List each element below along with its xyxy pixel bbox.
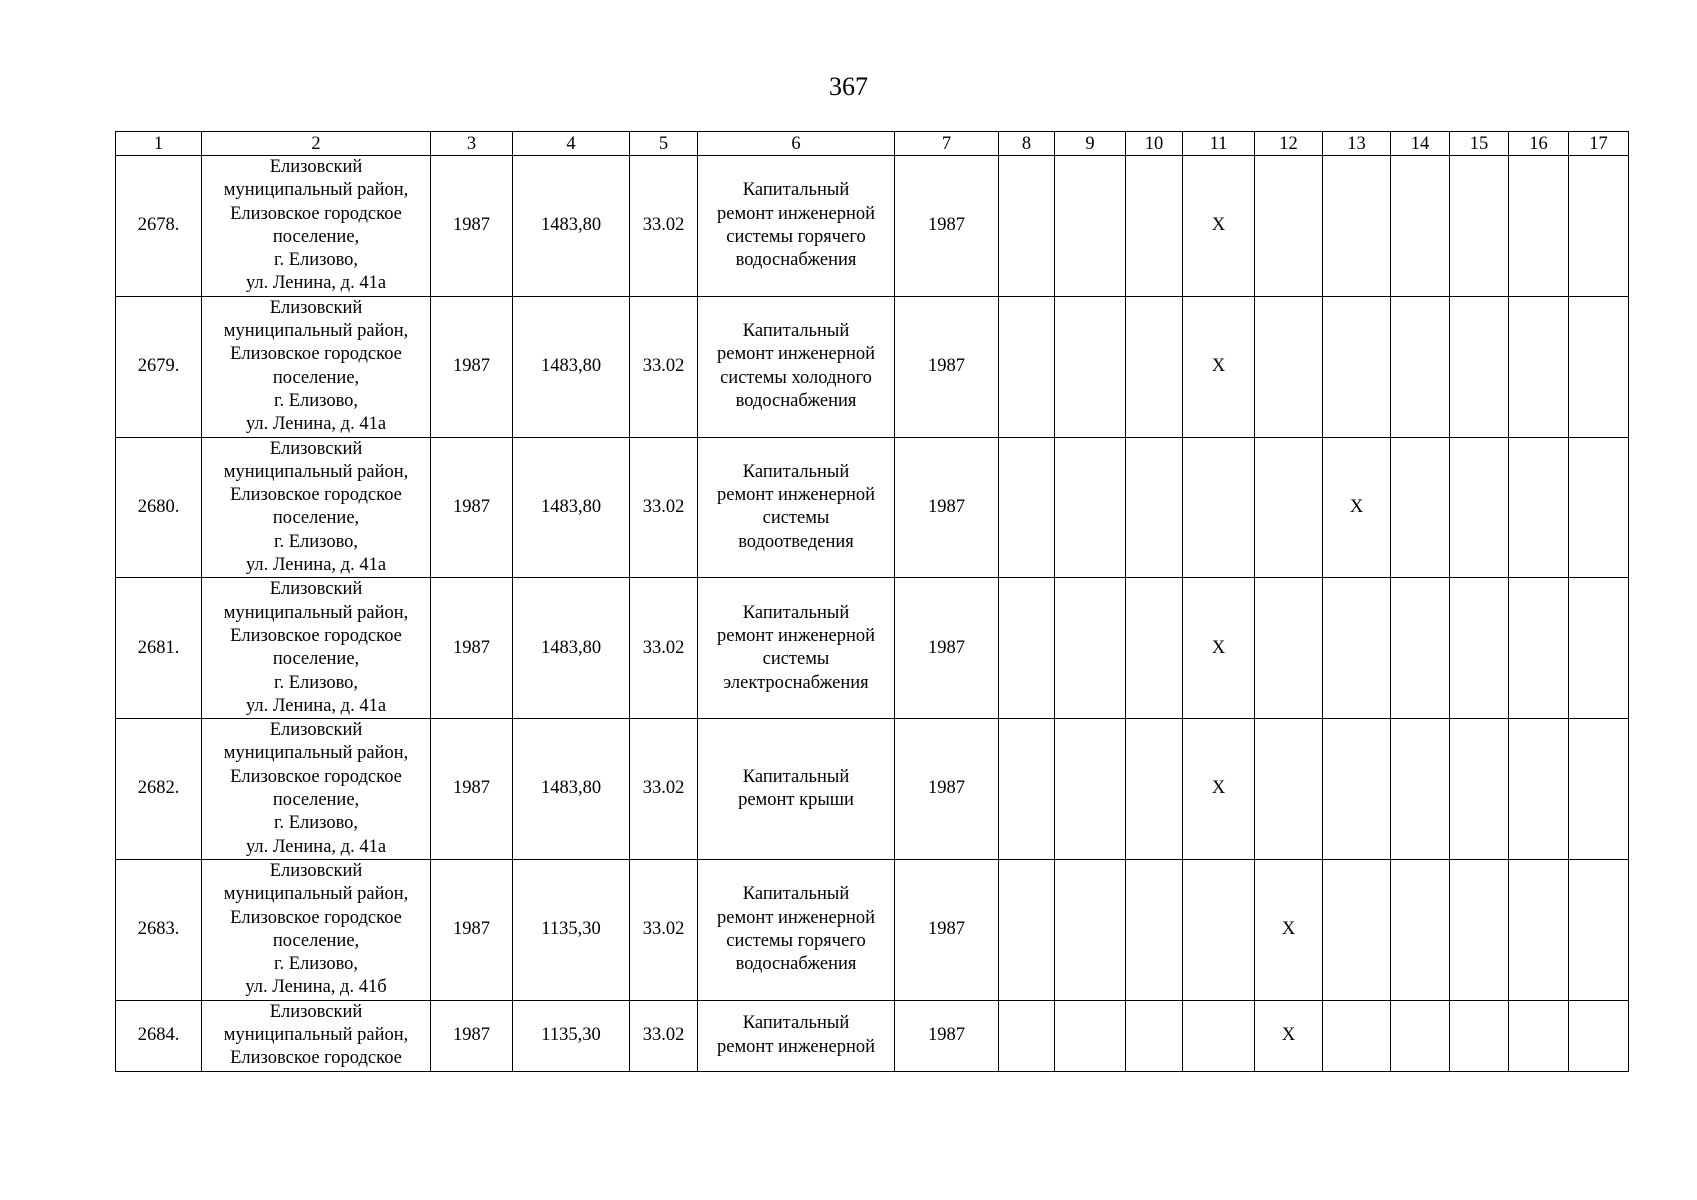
period-mark-col-15: [1450, 578, 1509, 719]
work-type-line: водоснабжения: [735, 250, 857, 271]
address-cell: [202, 859, 431, 1000]
address-line: Елизовский: [269, 579, 363, 600]
period-mark-col-9: [1055, 437, 1126, 578]
address-line: ул. Ленина, д. 41а: [245, 836, 387, 857]
address-line: Елизовское городское: [230, 907, 402, 928]
address-line: Елизовский: [269, 157, 363, 177]
address-line: г. Елизово,: [273, 250, 359, 271]
address-line: муниципальный район,: [223, 743, 409, 764]
period-mark-col-16: [1509, 437, 1569, 578]
work-type-line: Капитальный: [742, 180, 850, 201]
table-row: [116, 578, 1629, 719]
page-number: 367: [829, 72, 868, 101]
code-cell: 33.02: [630, 296, 698, 437]
work-type-line: Капитальный: [742, 1013, 850, 1034]
period-mark-col-8: [999, 859, 1055, 1000]
address-line: ул. Ленина, д. 41б: [245, 977, 387, 998]
period-mark-col-15: [1450, 296, 1509, 437]
commission-year: 1987: [431, 719, 513, 860]
work-type-line: Капитальный: [742, 321, 850, 342]
period-mark-col-15: [1450, 156, 1509, 297]
period-mark-col-17: [1569, 578, 1629, 719]
commission-year: 1987: [431, 859, 513, 1000]
period-mark-col-8: [999, 719, 1055, 860]
column-header-4: 4: [513, 132, 630, 156]
work-type-line: ремонт инженерной: [717, 203, 875, 224]
period-mark-col-16: [1509, 156, 1569, 297]
address-line: Елизовский: [269, 297, 363, 318]
period-mark-col-12: [1255, 296, 1323, 437]
period-mark-col-9: [1055, 1000, 1126, 1071]
address-line: муниципальный район,: [223, 461, 409, 482]
column-header-5: 5: [630, 132, 698, 156]
period-mark-col-16: [1509, 296, 1569, 437]
column-header-7: 7: [895, 132, 999, 156]
table-row: [116, 719, 1629, 860]
period-mark-col-9: [1055, 578, 1126, 719]
last-repair-year: 1987: [895, 156, 999, 297]
repair-schedule-table: [115, 131, 1629, 1072]
address-line: поселение,: [272, 930, 360, 951]
period-mark-col-8: [999, 296, 1055, 437]
period-mark-col-8: [999, 437, 1055, 578]
address-line: Елизовское городское: [230, 485, 402, 506]
address-line: ул. Ленина, д. 41а: [245, 414, 387, 435]
period-mark-col-17: [1569, 437, 1629, 578]
work-type-cell: [698, 156, 895, 297]
period-mark-col-14: [1391, 719, 1450, 860]
address-line: муниципальный район,: [223, 180, 409, 201]
period-mark-col-17: [1569, 719, 1629, 860]
work-type-line: ремонт крыши: [738, 790, 854, 811]
code-cell: 33.02: [630, 1000, 698, 1071]
period-mark-col-16: [1509, 859, 1569, 1000]
total-area: 1483,80: [513, 719, 630, 860]
period-mark-col-10: [1126, 296, 1183, 437]
last-repair-year: 1987: [895, 719, 999, 860]
work-type-line: системы холодного: [720, 367, 872, 388]
commission-year: 1987: [431, 578, 513, 719]
last-repair-year: 1987: [895, 578, 999, 719]
period-mark-col-12: [1255, 156, 1323, 297]
work-type-line: системы горячего: [726, 930, 866, 951]
work-type-line: водоотведения: [738, 531, 854, 552]
address-cell: [202, 719, 431, 860]
table-row: [116, 437, 1629, 578]
period-mark-col-10: [1126, 437, 1183, 578]
address-line: г. Елизово,: [273, 954, 359, 975]
address-line: Елизовское городское: [230, 766, 402, 787]
address-line: Елизовское городское: [230, 1048, 402, 1069]
code-cell: 33.02: [630, 859, 698, 1000]
commission-year: 1987: [431, 296, 513, 437]
column-header-13: 13: [1323, 132, 1391, 156]
period-mark-col-9: [1055, 296, 1126, 437]
period-mark-col-15: [1450, 859, 1509, 1000]
period-mark-col-17: [1569, 1000, 1629, 1071]
period-mark-col-9: [1055, 719, 1126, 860]
address-line: поселение,: [272, 649, 360, 670]
commission-year: 1987: [431, 156, 513, 297]
period-mark-col-17: [1569, 296, 1629, 437]
period-mark-col-15: [1450, 437, 1509, 578]
column-header-17: 17: [1569, 132, 1629, 156]
period-mark-col-10: [1126, 1000, 1183, 1071]
address-line: муниципальный район,: [223, 1024, 409, 1045]
address-line: г. Елизово,: [273, 390, 359, 411]
work-type-cell: [698, 1000, 895, 1071]
period-mark-col-13: [1323, 859, 1391, 1000]
last-repair-year: 1987: [895, 859, 999, 1000]
period-mark-col-12: [1255, 719, 1323, 860]
period-mark-col-13: X: [1323, 437, 1391, 578]
work-type-line: ремонт инженерной: [717, 1036, 875, 1057]
period-mark-col-13: [1323, 1000, 1391, 1071]
address-line: Елизовское городское: [230, 344, 402, 365]
total-area: 1483,80: [513, 156, 630, 297]
table-row: [116, 1000, 1629, 1071]
period-mark-col-14: [1391, 859, 1450, 1000]
column-header-9: 9: [1055, 132, 1126, 156]
work-type-line: водоснабжения: [735, 954, 857, 975]
address-cell: [202, 296, 431, 437]
work-type-line: ремонт инженерной: [717, 907, 875, 928]
code-cell: 33.02: [630, 437, 698, 578]
column-header-1: 1: [116, 132, 202, 156]
last-repair-year: 1987: [895, 1000, 999, 1071]
column-header-2: 2: [202, 132, 431, 156]
work-type-line: ремонт инженерной: [717, 485, 875, 506]
work-type-cell: [698, 859, 895, 1000]
column-header-14: 14: [1391, 132, 1450, 156]
work-type-line: Капитальный: [742, 602, 850, 623]
table-body: [116, 156, 1629, 1072]
period-mark-col-15: [1450, 1000, 1509, 1071]
total-area: 1135,30: [513, 859, 630, 1000]
period-mark-col-16: [1509, 719, 1569, 860]
period-mark-col-10: [1126, 578, 1183, 719]
period-mark-col-12: [1255, 578, 1323, 719]
address-line: Елизовский: [269, 1001, 363, 1022]
work-type-line: электроснабжения: [723, 672, 869, 693]
period-mark-col-10: [1126, 719, 1183, 860]
period-mark-col-8: [999, 1000, 1055, 1071]
work-type-line: ремонт инженерной: [717, 625, 875, 646]
period-mark-col-17: [1569, 156, 1629, 297]
address-line: поселение,: [272, 790, 360, 811]
work-type-cell: [698, 296, 895, 437]
work-type-line: Капитальный: [742, 461, 850, 482]
period-mark-col-11: X: [1183, 578, 1255, 719]
period-mark-col-11: [1183, 859, 1255, 1000]
total-area: 1483,80: [513, 296, 630, 437]
commission-year: 1987: [431, 1000, 513, 1071]
period-mark-col-11: X: [1183, 156, 1255, 297]
period-mark-col-12: X: [1255, 1000, 1323, 1071]
column-header-6: 6: [698, 132, 895, 156]
address-line: Елизовский: [269, 720, 363, 741]
code-cell: 33.02: [630, 578, 698, 719]
total-area: 1135,30: [513, 1000, 630, 1071]
address-line: ул. Ленина, д. 41а: [245, 555, 387, 576]
address-cell: [202, 578, 431, 719]
column-header-11: 11: [1183, 132, 1255, 156]
last-repair-year: 1987: [895, 437, 999, 578]
address-line: Елизовское городское: [230, 625, 402, 646]
row-number: 2679.: [116, 296, 202, 437]
period-mark-col-11: X: [1183, 719, 1255, 860]
period-mark-col-13: [1323, 719, 1391, 860]
period-mark-col-8: [999, 578, 1055, 719]
period-mark-col-14: [1391, 578, 1450, 719]
total-area: 1483,80: [513, 437, 630, 578]
address-line: муниципальный район,: [223, 884, 409, 905]
work-type-line: Капитальный: [742, 766, 850, 787]
period-mark-col-12: [1255, 437, 1323, 578]
commission-year: 1987: [431, 437, 513, 578]
table-row: [116, 859, 1629, 1000]
table-row: [116, 296, 1629, 437]
work-type-line: системы: [762, 508, 830, 529]
period-mark-col-10: [1126, 156, 1183, 297]
column-header-16: 16: [1509, 132, 1569, 156]
address-line: ул. Ленина, д. 41а: [245, 695, 387, 716]
work-type-line: системы горячего: [726, 226, 866, 247]
work-type-line: водоснабжения: [735, 390, 857, 411]
total-area: 1483,80: [513, 578, 630, 719]
period-mark-col-11: [1183, 437, 1255, 578]
row-number: 2682.: [116, 719, 202, 860]
code-cell: 33.02: [630, 719, 698, 860]
address-cell: [202, 156, 431, 297]
period-mark-col-11: X: [1183, 296, 1255, 437]
period-mark-col-9: [1055, 859, 1126, 1000]
column-header-15: 15: [1450, 132, 1509, 156]
address-line: муниципальный район,: [223, 602, 409, 623]
period-mark-col-9: [1055, 156, 1126, 297]
address-line: ул. Ленина, д. 41а: [245, 273, 387, 294]
work-type-cell: [698, 719, 895, 860]
address-line: поселение,: [272, 367, 360, 388]
column-header-10: 10: [1126, 132, 1183, 156]
column-header-3: 3: [431, 132, 513, 156]
address-cell: [202, 1000, 431, 1071]
last-repair-year: 1987: [895, 296, 999, 437]
address-line: Елизовский: [269, 860, 363, 881]
address-cell: [202, 437, 431, 578]
period-mark-col-13: [1323, 578, 1391, 719]
column-number-row: [116, 132, 1629, 156]
address-line: Елизовский: [269, 438, 363, 459]
period-mark-col-12: X: [1255, 859, 1323, 1000]
work-type-line: системы: [762, 649, 830, 670]
work-type-cell: [698, 437, 895, 578]
row-number: 2680.: [116, 437, 202, 578]
address-line: поселение,: [272, 226, 360, 247]
period-mark-col-17: [1569, 859, 1629, 1000]
period-mark-col-13: [1323, 156, 1391, 297]
address-line: поселение,: [272, 508, 360, 529]
code-cell: 33.02: [630, 156, 698, 297]
period-mark-col-14: [1391, 156, 1450, 297]
row-number: 2684.: [116, 1000, 202, 1071]
period-mark-col-16: [1509, 1000, 1569, 1071]
period-mark-col-11: [1183, 1000, 1255, 1071]
row-number: 2683.: [116, 859, 202, 1000]
period-mark-col-14: [1391, 437, 1450, 578]
address-line: г. Елизово,: [273, 813, 359, 834]
work-type-line: ремонт инженерной: [717, 344, 875, 365]
row-number: 2678.: [116, 156, 202, 297]
row-number: 2681.: [116, 578, 202, 719]
work-type-line: Капитальный: [742, 884, 850, 905]
period-mark-col-8: [999, 156, 1055, 297]
period-mark-col-15: [1450, 719, 1509, 860]
period-mark-col-13: [1323, 296, 1391, 437]
period-mark-col-14: [1391, 296, 1450, 437]
column-header-8: 8: [999, 132, 1055, 156]
address-line: Елизовское городское: [230, 203, 402, 224]
address-line: г. Елизово,: [273, 672, 359, 693]
column-header-12: 12: [1255, 132, 1323, 156]
table-row: [116, 156, 1629, 297]
period-mark-col-10: [1126, 859, 1183, 1000]
address-line: г. Елизово,: [273, 531, 359, 552]
period-mark-col-14: [1391, 1000, 1450, 1071]
address-line: муниципальный район,: [223, 321, 409, 342]
period-mark-col-16: [1509, 578, 1569, 719]
work-type-cell: [698, 578, 895, 719]
